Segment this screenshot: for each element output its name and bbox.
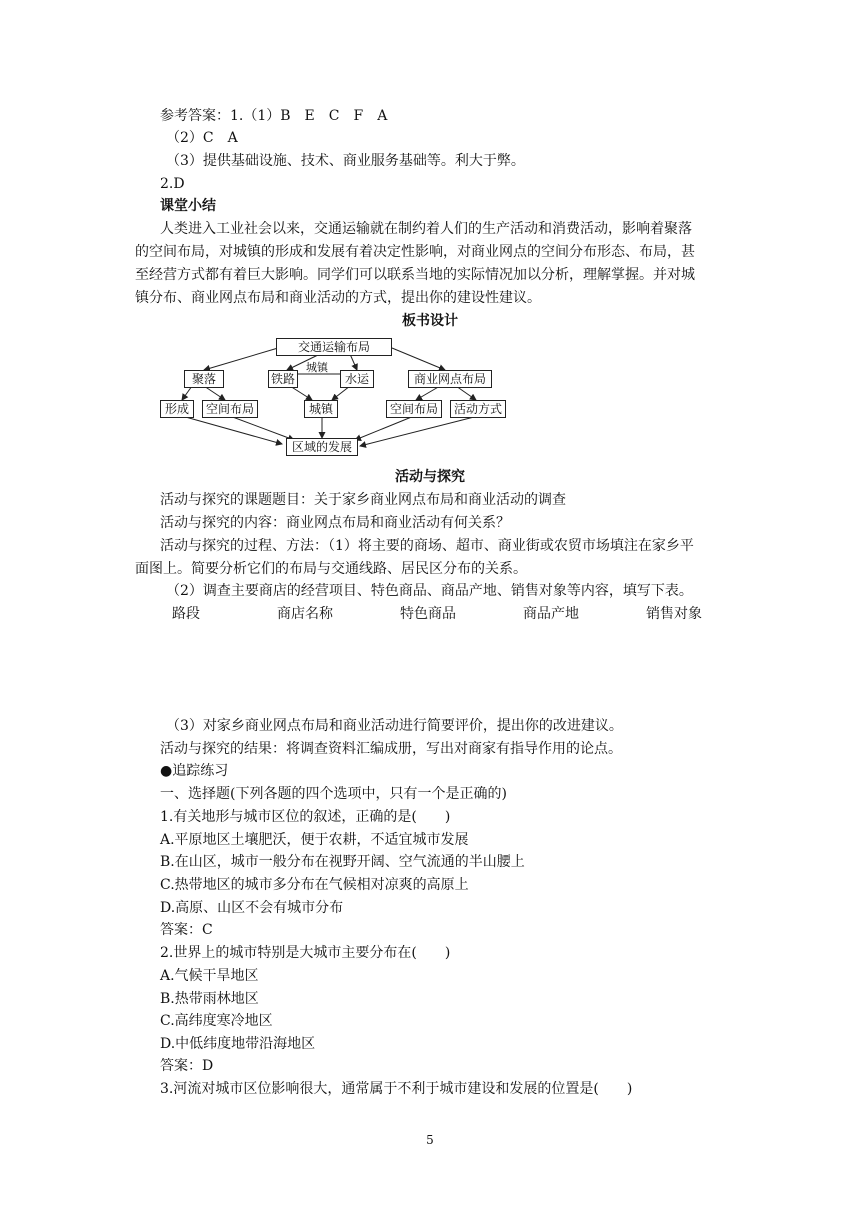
table-header-customers: 销售对象 bbox=[646, 606, 702, 622]
question-3: 3.河流对城市区位影响很大，通常属于不利于城市建设和发展的位置是( ) bbox=[160, 1081, 633, 1097]
node-regional-development: 区域的发展 bbox=[286, 438, 358, 456]
node-waterway: 水运 bbox=[340, 370, 374, 388]
question-2: 2.世界上的城市特别是大城市主要分布在( ) bbox=[160, 945, 451, 961]
practice-section-title: 一、选择题(下列各题的四个选项中，只有一个是正确的) bbox=[160, 786, 507, 802]
table-header-road-section: 路段 bbox=[172, 606, 200, 622]
question-1-option-b: B.在山区，城市一般分布在视野开阔、空气流通的半山腰上 bbox=[160, 854, 525, 870]
activity-heading: 活动与探究 bbox=[395, 469, 465, 485]
activity-process-line: （2）调查主要商店的经营项目、特色商品、商品产地、销售对象等内容，填写下表。 bbox=[166, 583, 693, 599]
summary-paragraph-line: 至经营方式都有着巨大影响。同学们可以联系当地的实际情况加以分析，理解掌握。并对城 bbox=[135, 267, 695, 283]
table-header-origin: 商品产地 bbox=[523, 606, 579, 622]
activity-process-line: 面图上。简要分析它们的布局与交通线路、居民区分布的关系。 bbox=[135, 561, 527, 577]
node-town: 城镇 bbox=[304, 400, 338, 418]
question-1-option-c: C.热带地区的城市多分布在气候相对凉爽的高原上 bbox=[160, 877, 469, 893]
node-link-town: 城镇 bbox=[306, 361, 328, 374]
page-number: 5 bbox=[426, 1133, 434, 1147]
board-heading: 板书设计 bbox=[402, 313, 458, 329]
question-2-option-b: B.热带雨林地区 bbox=[160, 991, 259, 1007]
answer-line-3: （3）提供基础设施、技术、商业服务基础等。利大于弊。 bbox=[166, 153, 525, 169]
summary-paragraph-line: 人类进入工业社会以来，交通运输就在制约着人们的生产活动和消费活动，影响着聚落 bbox=[160, 221, 692, 237]
question-1-option-a: A.平原地区土壤肥沃，便于农耕，不适宜城市发展 bbox=[160, 832, 469, 848]
activity-process-line: 活动与探究的过程、方法：（1）将主要的商场、超市、商业街或农贸市场填注在家乡平 bbox=[160, 538, 694, 554]
activity-topic: 活动与探究的课题题目：关于家乡商业网点布局和商业活动的调查 bbox=[160, 492, 566, 508]
node-commerce-layout: 商业网点布局 bbox=[408, 370, 492, 388]
summary-heading: 课堂小结 bbox=[160, 198, 216, 214]
node-formation: 形成 bbox=[160, 400, 194, 418]
node-spatial-layout-1: 空间布局 bbox=[202, 400, 258, 418]
node-transport-layout: 交通运输布局 bbox=[276, 338, 392, 356]
question-2-answer: 答案：D bbox=[160, 1058, 214, 1074]
question-1-option-d: D.高原、山区不会有城市分布 bbox=[160, 900, 344, 916]
answer-line-4: 2.D bbox=[160, 176, 185, 192]
activity-process-line: （3）对家乡商业网点布局和商业活动进行简要评价，提出你的改进建议。 bbox=[166, 718, 623, 734]
answer-line-2: （2）C A bbox=[166, 130, 238, 146]
question-1-answer: 答案：C bbox=[160, 922, 213, 938]
activity-result: 活动与探究的结果：将调查资料汇编成册，写出对商家有指导作用的论点。 bbox=[160, 741, 622, 757]
answer-line-1: 参考答案：1.（1）B E C F A bbox=[160, 108, 388, 124]
question-2-option-a: A.气候干旱地区 bbox=[160, 968, 259, 984]
board-diagram bbox=[160, 334, 510, 458]
question-2-option-c: C.高纬度寒冷地区 bbox=[160, 1013, 273, 1029]
practice-heading: ●追踪练习 bbox=[160, 763, 229, 779]
summary-paragraph-line: 镇分布、商业网点布局和商业活动的方式，提出你的建设性建议。 bbox=[135, 290, 541, 306]
node-spatial-layout-2: 空间布局 bbox=[386, 400, 442, 418]
table-header-featured-goods: 特色商品 bbox=[400, 606, 456, 622]
node-settlement: 聚落 bbox=[184, 370, 224, 388]
question-2-option-d: D.中低纬度地带沿海地区 bbox=[160, 1036, 316, 1052]
question-1: 1.有关地形与城市区位的叙述，正确的是( ) bbox=[160, 809, 451, 825]
node-railway: 铁路 bbox=[268, 370, 298, 388]
table-header-shop-name: 商店名称 bbox=[277, 606, 333, 622]
node-activity-mode: 活动方式 bbox=[450, 400, 506, 418]
summary-paragraph-line: 的空间布局，对城镇的形成和发展有着决定性影响，对商业网点的空间分布形态、布局，甚 bbox=[135, 244, 695, 260]
activity-content: 活动与探究的内容：商业网点布局和商业活动有何关系？ bbox=[160, 515, 510, 531]
